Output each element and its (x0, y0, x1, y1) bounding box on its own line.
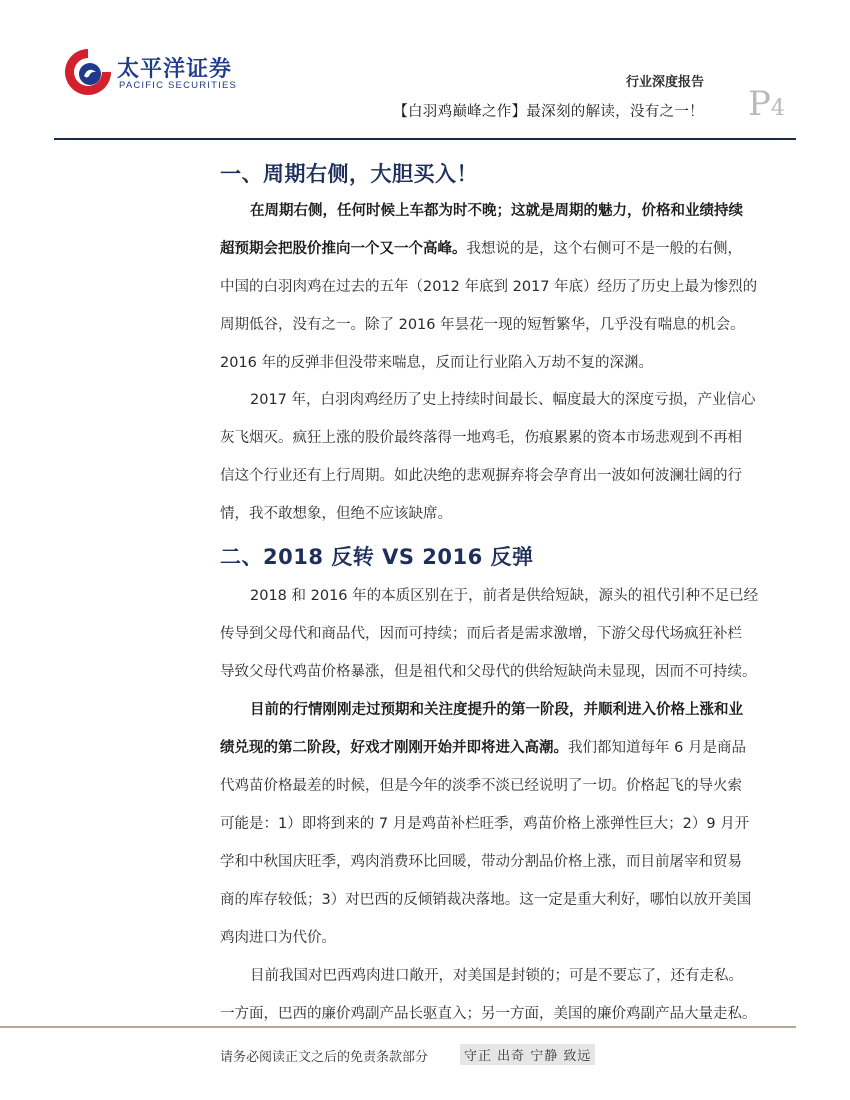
footer-divider (0, 1026, 796, 1028)
paragraph-line (220, 192, 786, 230)
paragraph-line: 目前我国对巴西鸡肉进口敞开，对美国是封锁的；可是不要忘了，还有走私。 (250, 968, 743, 984)
section1-paragraph-1 (220, 192, 786, 382)
paragraph-line: 信这个行业还有上行周期。如此决绝的悲观摒弃将会孕育出一波如何波澜壮阔的行 (220, 468, 742, 484)
paragraph-line: 中国的白羽肉鸡在过去的五年（2012 年底到 2017 年底）经历了历史上最为惨烈的 (220, 279, 758, 295)
report-type: 行业深度报告 (625, 75, 704, 90)
section-title-2: 二、2018 反转 VS 2016 反弹 (220, 545, 534, 569)
section-title-1: 一、周期右侧，大胆买入！ (220, 162, 478, 186)
bold-text: 绩兑现的第二阶段，好戏才刚刚开始并即将进入高潮。 (220, 740, 568, 756)
paragraph-line (220, 691, 786, 729)
paragraph-line: 可能是：1）即将到来的 7 月是鸡苗补栏旺季，鸡苗价格上涨弹性巨大；2）9 月开 (220, 816, 750, 832)
logo-chinese-name: 太平洋证券 (117, 57, 233, 82)
page-prefix: P (748, 84, 771, 124)
paragraph-line (220, 729, 786, 767)
pacific-securities-logo-icon (62, 46, 114, 98)
company-logo (62, 46, 238, 108)
paragraph-line: 学和中秋国庆旺季，鸡肉消费环比回暖，带动分割品价格上涨，而目前屠宰和贸易 (220, 854, 742, 870)
paragraph-line: 情，我不敢想象，但绝不应该缺席。 (220, 506, 452, 522)
paragraph-line: 灰飞烟灭。疯狂上涨的股价最终落得一地鸡毛，伤痕累累的资本市场悲观到不再相 (220, 430, 742, 446)
bold-text: 超预期会把股价推向一个又一个高峰。 (220, 241, 467, 257)
paragraph-line: 传导到父母代和商品代，因而可持续；而后者是需求激增，下游父母代场疯狂补栏 (220, 626, 742, 642)
body-text: 我们都知道每年 6 月是商品 (568, 740, 746, 756)
section1-paragraph-2 (220, 381, 786, 533)
paragraph-line: 代鸡苗价格最差的时候，但是今年的淡季不淡已经说明了一切。价格起飞的导火索 (220, 778, 742, 794)
page-number (748, 84, 785, 124)
footer-disclaimer: 请务必阅读正文之后的免责条款部分 (220, 1050, 429, 1065)
page-number-value: 4 (770, 96, 785, 121)
logo-english-name: PACIFIC SECURITIES (119, 80, 238, 91)
body-text: 我想说的是，这个右侧可不是一般的右侧， (466, 241, 742, 257)
paragraph-line: 2017 年，白羽肉鸡经历了史上持续时间最长、幅度最大的深度亏损，产业信心 (250, 392, 756, 408)
paragraph-line: 鸡肉进口为代价。 (220, 930, 336, 946)
section2-paragraph-2 (220, 691, 786, 957)
paragraph-line: 导致父母代鸡苗价格暴涨，但是祖代和父母代的供给短缺尚未显现，因而不可持续。 (220, 664, 757, 680)
bold-text: 在周期右侧，任何时候上车都为时不晚；这就是周期的魅力，价格和业绩持续 (250, 203, 743, 219)
bold-text: 目前的行情刚刚走过预期和关注度提升的第一阶段，并顺利进入价格上涨和业 (250, 702, 743, 718)
footer-motto: 守正 出奇 宁静 致远 (460, 1044, 595, 1065)
paragraph-line: 2018 和 2016 年的本质区别在于，前者是供给短缺，源头的祖代引种不足已经 (250, 588, 759, 604)
section2-paragraph-3 (220, 957, 786, 1033)
paragraph-line: 周期低谷，没有之一。除了 2016 年昙花一现的短暂繁华，几乎没有喘息的机会。 (220, 317, 745, 333)
paragraph-line (220, 230, 786, 268)
paragraph-line: 2016 年的反弹非但没带来喘息，反而让行业陷入万劫不复的深渊。 (220, 355, 654, 371)
paragraph-line: 商的库存较低；3）对巴西的反倾销裁决落地。这一定是重大利好，哪怕以放开美国 (220, 892, 752, 908)
report-title: 【白羽鸡巅峰之作】最深刻的解读，没有之一！ (393, 104, 704, 120)
paragraph-line: 一方面，巴西的廉价鸡副产品长驱直入；另一方面，美国的廉价鸡副产品大量走私。 (220, 1006, 757, 1022)
section2-paragraph-1 (220, 577, 786, 691)
header-divider (54, 138, 796, 140)
